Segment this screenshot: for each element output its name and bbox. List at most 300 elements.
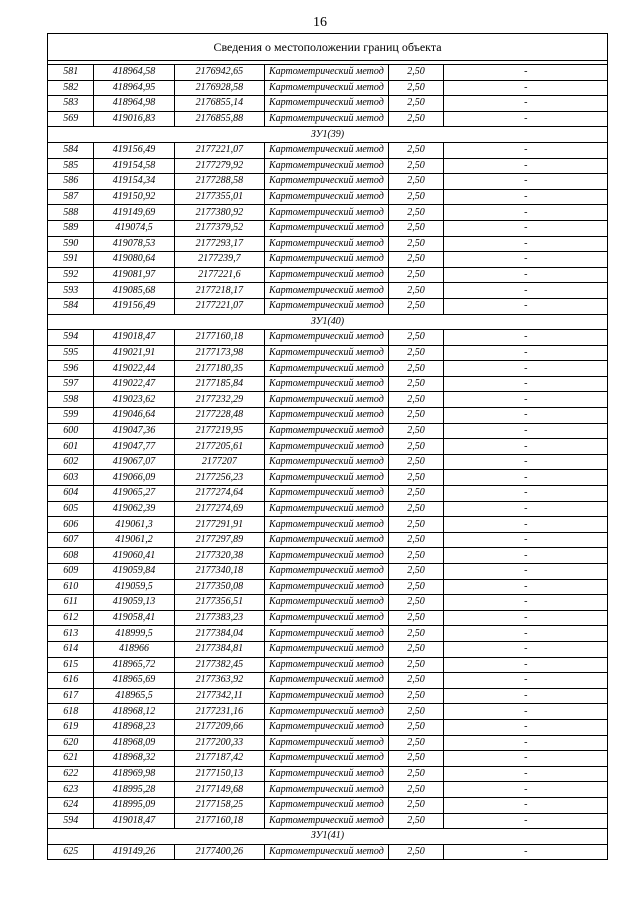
- table-row: [48, 688, 608, 704]
- y-coordinate-cell: 2177380,92: [174, 205, 265, 221]
- y-coordinate-cell: 2177221,07: [174, 142, 265, 158]
- y-coordinate-cell: 2177218,17: [174, 283, 265, 299]
- point-number-cell: 598: [48, 392, 94, 408]
- method-cell: Картометрический метод: [265, 205, 388, 221]
- point-number-cell: 613: [48, 626, 94, 642]
- point-number-cell: 585: [48, 158, 94, 174]
- x-coordinate-cell: 419016,83: [94, 111, 174, 127]
- point-number-cell: 599: [48, 408, 94, 424]
- point-number-cell: 609: [48, 564, 94, 580]
- table-row: [48, 189, 608, 205]
- table-row: [48, 205, 608, 221]
- y-coordinate-cell: 2176928,58: [174, 80, 265, 96]
- table-row: [48, 517, 608, 533]
- method-cell: Картометрический метод: [265, 142, 388, 158]
- description-cell: -: [444, 844, 608, 860]
- y-coordinate-cell: 2177342,11: [174, 688, 265, 704]
- method-cell: Картометрический метод: [265, 392, 388, 408]
- y-coordinate-cell: 2177149,68: [174, 782, 265, 798]
- y-coordinate-cell: 2177228,48: [174, 408, 265, 424]
- y-coordinate-cell: 2177221,07: [174, 298, 265, 314]
- accuracy-cell: 2,50: [388, 408, 444, 424]
- description-cell: -: [444, 252, 608, 268]
- point-number-cell: 584: [48, 142, 94, 158]
- x-coordinate-cell: 419066,09: [94, 470, 174, 486]
- y-coordinate-cell: 2177221,6: [174, 267, 265, 283]
- point-number-cell: 623: [48, 782, 94, 798]
- x-coordinate-cell: 419078,53: [94, 236, 174, 252]
- accuracy-cell: 2,50: [388, 704, 444, 720]
- description-cell: -: [444, 673, 608, 689]
- boundary-coordinates-table: [47, 33, 608, 860]
- x-coordinate-cell: 419156,49: [94, 142, 174, 158]
- x-coordinate-cell: 419080,64: [94, 252, 174, 268]
- x-coordinate-cell: 419018,47: [94, 330, 174, 346]
- table-row: [48, 65, 608, 81]
- y-coordinate-cell: 2177187,42: [174, 751, 265, 767]
- description-cell: -: [444, 782, 608, 798]
- description-cell: -: [444, 626, 608, 642]
- table-row: [48, 439, 608, 455]
- x-coordinate-cell: 418965,72: [94, 657, 174, 673]
- description-cell: -: [444, 345, 608, 361]
- point-number-cell: 590: [48, 236, 94, 252]
- point-number-cell: 621: [48, 751, 94, 767]
- description-cell: -: [444, 142, 608, 158]
- accuracy-cell: 2,50: [388, 797, 444, 813]
- x-coordinate-cell: 418964,58: [94, 65, 174, 81]
- table-row: [48, 470, 608, 486]
- table-row: [48, 174, 608, 190]
- method-cell: Картометрический метод: [265, 610, 388, 626]
- table-row: [48, 486, 608, 502]
- y-coordinate-cell: 2177232,29: [174, 392, 265, 408]
- x-coordinate-cell: 419081,97: [94, 267, 174, 283]
- accuracy-cell: 2,50: [388, 267, 444, 283]
- table-row: [48, 298, 608, 314]
- description-cell: -: [444, 797, 608, 813]
- method-cell: Картометрический метод: [265, 641, 388, 657]
- method-cell: Картометрический метод: [265, 673, 388, 689]
- table-row: [48, 361, 608, 377]
- description-cell: -: [444, 751, 608, 767]
- y-coordinate-cell: 2177400,26: [174, 844, 265, 860]
- accuracy-cell: 2,50: [388, 813, 444, 829]
- description-cell: -: [444, 408, 608, 424]
- description-cell: -: [444, 486, 608, 502]
- section-header-row: [48, 314, 608, 330]
- method-cell: Картометрический метод: [265, 439, 388, 455]
- table-row: [48, 454, 608, 470]
- accuracy-cell: 2,50: [388, 361, 444, 377]
- y-coordinate-cell: 2177185,84: [174, 376, 265, 392]
- point-number-cell: 594: [48, 330, 94, 346]
- table-row: [48, 751, 608, 767]
- description-cell: -: [444, 579, 608, 595]
- y-coordinate-cell: 2176855,14: [174, 96, 265, 112]
- x-coordinate-cell: 418965,69: [94, 673, 174, 689]
- y-coordinate-cell: 2177293,17: [174, 236, 265, 252]
- table-title: Сведения о местоположении границ объекта: [48, 34, 608, 61]
- x-coordinate-cell: 418995,09: [94, 797, 174, 813]
- method-cell: Картометрический метод: [265, 361, 388, 377]
- method-cell: Картометрический метод: [265, 719, 388, 735]
- point-number-cell: 622: [48, 766, 94, 782]
- x-coordinate-cell: 418999,5: [94, 626, 174, 642]
- accuracy-cell: 2,50: [388, 454, 444, 470]
- method-cell: Картометрический метод: [265, 423, 388, 439]
- method-cell: Картометрический метод: [265, 626, 388, 642]
- point-number-cell: 596: [48, 361, 94, 377]
- point-number-cell: 610: [48, 579, 94, 595]
- description-cell: -: [444, 189, 608, 205]
- description-cell: -: [444, 392, 608, 408]
- x-coordinate-cell: 419154,58: [94, 158, 174, 174]
- description-cell: -: [444, 205, 608, 221]
- point-number-cell: 584: [48, 298, 94, 314]
- section-label: ЗУ1(40): [48, 314, 608, 330]
- x-coordinate-cell: 419061,3: [94, 517, 174, 533]
- x-coordinate-cell: 419059,13: [94, 595, 174, 611]
- table-row: [48, 782, 608, 798]
- x-coordinate-cell: 419059,5: [94, 579, 174, 595]
- description-cell: -: [444, 361, 608, 377]
- description-cell: -: [444, 65, 608, 81]
- method-cell: Картометрический метод: [265, 579, 388, 595]
- table-row: [48, 564, 608, 580]
- accuracy-cell: 2,50: [388, 345, 444, 361]
- accuracy-cell: 2,50: [388, 641, 444, 657]
- description-cell: -: [444, 439, 608, 455]
- y-coordinate-cell: 2177200,33: [174, 735, 265, 751]
- point-number-cell: 589: [48, 220, 94, 236]
- description-cell: -: [444, 595, 608, 611]
- x-coordinate-cell: 419059,84: [94, 564, 174, 580]
- accuracy-cell: 2,50: [388, 595, 444, 611]
- method-cell: Картометрический метод: [265, 782, 388, 798]
- accuracy-cell: 2,50: [388, 470, 444, 486]
- accuracy-cell: 2,50: [388, 735, 444, 751]
- table-row: [48, 142, 608, 158]
- y-coordinate-cell: 2177384,81: [174, 641, 265, 657]
- method-cell: Картометрический метод: [265, 532, 388, 548]
- method-cell: Картометрический метод: [265, 548, 388, 564]
- table-row: [48, 657, 608, 673]
- method-cell: Картометрический метод: [265, 330, 388, 346]
- accuracy-cell: 2,50: [388, 205, 444, 221]
- table-row: [48, 766, 608, 782]
- y-coordinate-cell: 2177291,91: [174, 517, 265, 533]
- y-coordinate-cell: 2177207: [174, 454, 265, 470]
- x-coordinate-cell: 419149,69: [94, 205, 174, 221]
- table-row: [48, 735, 608, 751]
- x-coordinate-cell: 418965,5: [94, 688, 174, 704]
- point-number-cell: 586: [48, 174, 94, 190]
- description-cell: -: [444, 470, 608, 486]
- accuracy-cell: 2,50: [388, 532, 444, 548]
- accuracy-cell: 2,50: [388, 688, 444, 704]
- x-coordinate-cell: 419046,64: [94, 408, 174, 424]
- point-number-cell: 603: [48, 470, 94, 486]
- accuracy-cell: 2,50: [388, 283, 444, 299]
- y-coordinate-cell: 2177158,25: [174, 797, 265, 813]
- accuracy-cell: 2,50: [388, 844, 444, 860]
- y-coordinate-cell: 2177379,52: [174, 220, 265, 236]
- x-coordinate-cell: 418964,95: [94, 80, 174, 96]
- x-coordinate-cell: 419023,62: [94, 392, 174, 408]
- point-number-cell: 581: [48, 65, 94, 81]
- x-coordinate-cell: 419022,47: [94, 376, 174, 392]
- table-row: [48, 595, 608, 611]
- accuracy-cell: 2,50: [388, 158, 444, 174]
- description-cell: -: [444, 719, 608, 735]
- accuracy-cell: 2,50: [388, 673, 444, 689]
- table-row: [48, 704, 608, 720]
- y-coordinate-cell: 2177160,18: [174, 330, 265, 346]
- description-cell: -: [444, 813, 608, 829]
- point-number-cell: 582: [48, 80, 94, 96]
- description-cell: -: [444, 236, 608, 252]
- description-cell: -: [444, 641, 608, 657]
- table-row: [48, 267, 608, 283]
- point-number-cell: 624: [48, 797, 94, 813]
- x-coordinate-cell: 419067,07: [94, 454, 174, 470]
- point-number-cell: 605: [48, 501, 94, 517]
- y-coordinate-cell: 2177355,01: [174, 189, 265, 205]
- x-coordinate-cell: 419022,44: [94, 361, 174, 377]
- method-cell: Картометрический метод: [265, 345, 388, 361]
- method-cell: Картометрический метод: [265, 813, 388, 829]
- table-row: [48, 719, 608, 735]
- method-cell: Картометрический метод: [265, 158, 388, 174]
- accuracy-cell: 2,50: [388, 501, 444, 517]
- method-cell: Картометрический метод: [265, 267, 388, 283]
- x-coordinate-cell: 419149,26: [94, 844, 174, 860]
- y-coordinate-cell: 2177160,18: [174, 813, 265, 829]
- x-coordinate-cell: 418966: [94, 641, 174, 657]
- table-row: [48, 844, 608, 860]
- table-row: [48, 673, 608, 689]
- table-row: [48, 96, 608, 112]
- description-cell: -: [444, 704, 608, 720]
- accuracy-cell: 2,50: [388, 439, 444, 455]
- method-cell: Картометрический метод: [265, 189, 388, 205]
- accuracy-cell: 2,50: [388, 65, 444, 81]
- point-number-cell: 600: [48, 423, 94, 439]
- method-cell: Картометрический метод: [265, 517, 388, 533]
- accuracy-cell: 2,50: [388, 111, 444, 127]
- point-number-cell: 594: [48, 813, 94, 829]
- point-number-cell: 614: [48, 641, 94, 657]
- table-row: [48, 423, 608, 439]
- point-number-cell: 591: [48, 252, 94, 268]
- description-cell: -: [444, 501, 608, 517]
- x-coordinate-cell: 419150,92: [94, 189, 174, 205]
- description-cell: -: [444, 111, 608, 127]
- description-cell: -: [444, 174, 608, 190]
- method-cell: Картометрический метод: [265, 470, 388, 486]
- y-coordinate-cell: 2177350,08: [174, 579, 265, 595]
- y-coordinate-cell: 2176942,65: [174, 65, 265, 81]
- x-coordinate-cell: 419018,47: [94, 813, 174, 829]
- table-row: [48, 376, 608, 392]
- description-cell: -: [444, 454, 608, 470]
- description-cell: -: [444, 96, 608, 112]
- method-cell: Картометрический метод: [265, 486, 388, 502]
- point-number-cell: 583: [48, 96, 94, 112]
- point-number-cell: 604: [48, 486, 94, 502]
- table-row: [48, 641, 608, 657]
- description-cell: -: [444, 766, 608, 782]
- point-number-cell: 608: [48, 548, 94, 564]
- x-coordinate-cell: 419074,5: [94, 220, 174, 236]
- y-coordinate-cell: 2177297,89: [174, 532, 265, 548]
- x-coordinate-cell: 418968,09: [94, 735, 174, 751]
- description-cell: -: [444, 657, 608, 673]
- accuracy-cell: 2,50: [388, 486, 444, 502]
- table-row: [48, 408, 608, 424]
- method-cell: Картометрический метод: [265, 283, 388, 299]
- method-cell: Картометрический метод: [265, 766, 388, 782]
- table-row: [48, 501, 608, 517]
- method-cell: Картометрический метод: [265, 595, 388, 611]
- method-cell: Картометрический метод: [265, 797, 388, 813]
- x-coordinate-cell: 419062,39: [94, 501, 174, 517]
- table-row: [48, 579, 608, 595]
- section-label: ЗУ1(41): [48, 829, 608, 845]
- description-cell: -: [444, 517, 608, 533]
- table-row: [48, 813, 608, 829]
- point-number-cell: 587: [48, 189, 94, 205]
- y-coordinate-cell: 2177384,04: [174, 626, 265, 642]
- x-coordinate-cell: 418968,32: [94, 751, 174, 767]
- point-number-cell: 607: [48, 532, 94, 548]
- y-coordinate-cell: 2177219,95: [174, 423, 265, 439]
- accuracy-cell: 2,50: [388, 236, 444, 252]
- point-number-cell: 616: [48, 673, 94, 689]
- description-cell: -: [444, 532, 608, 548]
- x-coordinate-cell: 419065,27: [94, 486, 174, 502]
- y-coordinate-cell: 2177288,58: [174, 174, 265, 190]
- accuracy-cell: 2,50: [388, 392, 444, 408]
- description-cell: -: [444, 376, 608, 392]
- table-row: [48, 80, 608, 96]
- x-coordinate-cell: 419047,36: [94, 423, 174, 439]
- accuracy-cell: 2,50: [388, 751, 444, 767]
- description-cell: -: [444, 80, 608, 96]
- point-number-cell: 611: [48, 595, 94, 611]
- method-cell: Картометрический метод: [265, 751, 388, 767]
- y-coordinate-cell: 2177173,98: [174, 345, 265, 361]
- y-coordinate-cell: 2177239,7: [174, 252, 265, 268]
- point-number-cell: 619: [48, 719, 94, 735]
- x-coordinate-cell: 419061,2: [94, 532, 174, 548]
- table-row: [48, 330, 608, 346]
- y-coordinate-cell: 2177256,23: [174, 470, 265, 486]
- method-cell: Картометрический метод: [265, 454, 388, 470]
- method-cell: Картометрический метод: [265, 298, 388, 314]
- x-coordinate-cell: 418969,98: [94, 766, 174, 782]
- point-number-cell: 601: [48, 439, 94, 455]
- method-cell: Картометрический метод: [265, 735, 388, 751]
- table-row: [48, 797, 608, 813]
- table-row: [48, 392, 608, 408]
- point-number-cell: 606: [48, 517, 94, 533]
- x-coordinate-cell: 419021,91: [94, 345, 174, 361]
- table-row: [48, 532, 608, 548]
- table-row: [48, 220, 608, 236]
- accuracy-cell: 2,50: [388, 174, 444, 190]
- method-cell: Картометрический метод: [265, 657, 388, 673]
- method-cell: Картометрический метод: [265, 96, 388, 112]
- accuracy-cell: 2,50: [388, 579, 444, 595]
- point-number-cell: 617: [48, 688, 94, 704]
- section-header-row: [48, 829, 608, 845]
- x-coordinate-cell: 419085,68: [94, 283, 174, 299]
- accuracy-cell: 2,50: [388, 766, 444, 782]
- method-cell: Картометрический метод: [265, 688, 388, 704]
- y-coordinate-cell: 2177274,64: [174, 486, 265, 502]
- y-coordinate-cell: 2177180,35: [174, 361, 265, 377]
- method-cell: Картометрический метод: [265, 65, 388, 81]
- method-cell: Картометрический метод: [265, 704, 388, 720]
- section-header-row: [48, 127, 608, 143]
- method-cell: Картометрический метод: [265, 844, 388, 860]
- point-number-cell: 597: [48, 376, 94, 392]
- accuracy-cell: 2,50: [388, 252, 444, 268]
- method-cell: Картометрический метод: [265, 80, 388, 96]
- accuracy-cell: 2,50: [388, 220, 444, 236]
- accuracy-cell: 2,50: [388, 782, 444, 798]
- table-row: [48, 283, 608, 299]
- accuracy-cell: 2,50: [388, 517, 444, 533]
- x-coordinate-cell: 419154,34: [94, 174, 174, 190]
- point-number-cell: 593: [48, 283, 94, 299]
- description-cell: -: [444, 330, 608, 346]
- description-cell: -: [444, 220, 608, 236]
- point-number-cell: 615: [48, 657, 94, 673]
- x-coordinate-cell: 418968,12: [94, 704, 174, 720]
- accuracy-cell: 2,50: [388, 657, 444, 673]
- x-coordinate-cell: 419058,41: [94, 610, 174, 626]
- y-coordinate-cell: 2177279,92: [174, 158, 265, 174]
- point-number-cell: 602: [48, 454, 94, 470]
- y-coordinate-cell: 2177340,18: [174, 564, 265, 580]
- point-number-cell: 595: [48, 345, 94, 361]
- method-cell: Картометрический метод: [265, 252, 388, 268]
- accuracy-cell: 2,50: [388, 330, 444, 346]
- method-cell: Картометрический метод: [265, 174, 388, 190]
- method-cell: Картометрический метод: [265, 236, 388, 252]
- description-cell: -: [444, 735, 608, 751]
- page-number: 16: [313, 15, 327, 30]
- accuracy-cell: 2,50: [388, 719, 444, 735]
- description-cell: -: [444, 564, 608, 580]
- point-number-cell: 618: [48, 704, 94, 720]
- description-cell: -: [444, 548, 608, 564]
- description-cell: -: [444, 283, 608, 299]
- y-coordinate-cell: 2177231,16: [174, 704, 265, 720]
- y-coordinate-cell: 2177383,23: [174, 610, 265, 626]
- accuracy-cell: 2,50: [388, 610, 444, 626]
- accuracy-cell: 2,50: [388, 80, 444, 96]
- x-coordinate-cell: 419156,49: [94, 298, 174, 314]
- y-coordinate-cell: 2177274,69: [174, 501, 265, 517]
- y-coordinate-cell: 2177209,66: [174, 719, 265, 735]
- description-cell: -: [444, 267, 608, 283]
- method-cell: Картометрический метод: [265, 111, 388, 127]
- y-coordinate-cell: 2177205,61: [174, 439, 265, 455]
